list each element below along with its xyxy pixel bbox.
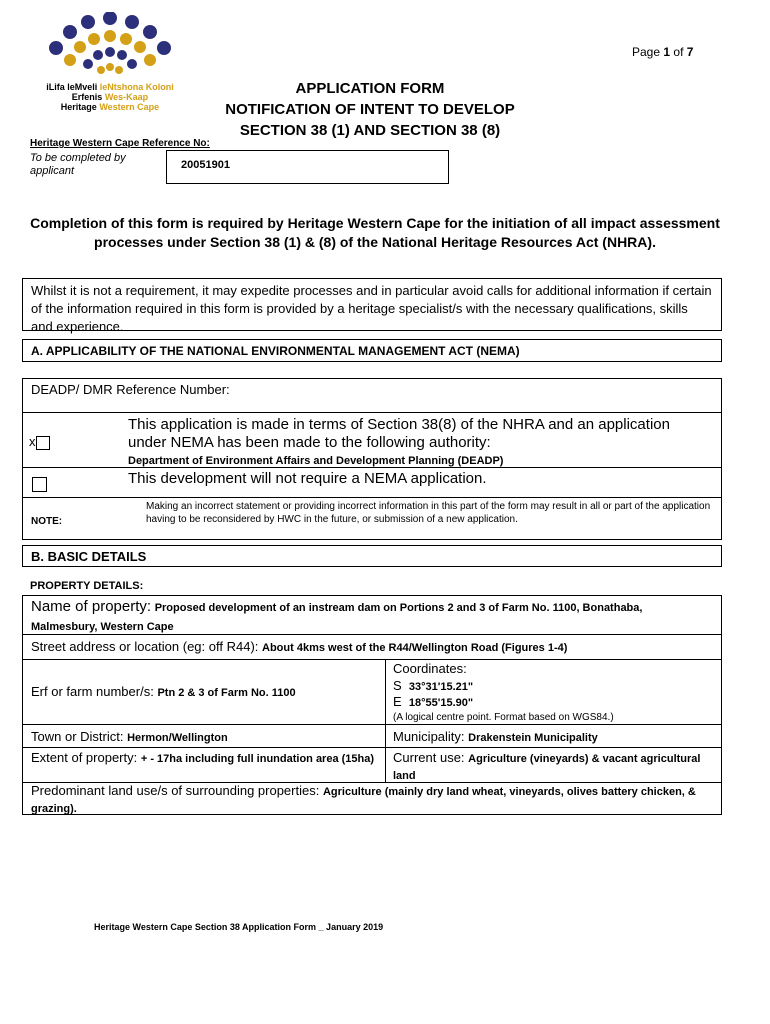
divider — [23, 412, 721, 413]
municipality-label: Municipality: — [393, 729, 465, 744]
erf-value[interactable]: Ptn 2 & 3 of Farm No. 1100 — [157, 687, 296, 699]
column-divider — [385, 659, 386, 782]
logo-text-line1: iLifa leMveli leNtshona Koloni — [46, 82, 174, 92]
logo-text-line3: Heritage Western Cape — [60, 102, 160, 112]
deadp-reference-label: DEADP/ DMR Reference Number: — [31, 382, 230, 397]
current-use-label: Current use: — [393, 750, 465, 765]
title-line-1: APPLICATION FORM — [295, 80, 445, 97]
divider — [23, 659, 721, 660]
page-footer: Heritage Western Cape Section 38 Application Form _ January 2019 — [94, 922, 384, 932]
reference-note: To be completed by applicant — [30, 152, 126, 177]
form-title — [150, 78, 590, 141]
surrounding-use-value[interactable]: Agriculture (mainly dry land wheat, vineyards, olives battery chicken, & grazing). — [31, 786, 696, 815]
extent-value[interactable]: + - 17ha including full inundation area (15ha) — [140, 753, 375, 765]
coordinates-note: (A logical centre point. Format based on WGS84.) — [393, 712, 614, 723]
intro-statement: Completion of this form is required by Heritage Western Cape for the initiation of all impact assessment processes under Section 38 (1) & (8) of the National Heritage Resources Act (NHRA). — [30, 215, 720, 250]
option-nema-applied-text: This application is made in terms of Section 38(8) of the NHRA and an application under NEMA has been made to the following authority: — [128, 416, 670, 451]
extent-row — [31, 750, 381, 767]
note-label: NOTE: — [31, 516, 63, 527]
current-use-value[interactable]: Agriculture (vineyards) & vacant agricultural land — [393, 753, 701, 782]
logo-text-line2: Erfenis Wes-Kaap — [71, 92, 149, 102]
surrounding-use-row — [31, 783, 721, 817]
option-no-nema-text: This development will not require a NEMA application. — [128, 470, 487, 487]
erf-row — [31, 684, 296, 701]
coordinates-south[interactable] — [393, 678, 473, 695]
municipality-value[interactable]: Drakenstein Municipality — [468, 732, 598, 744]
street-value[interactable]: About 4kms west of the R44/Wellington Road (Figures 1-4) — [262, 642, 568, 654]
reference-label: Heritage Western Cape Reference No: — [30, 138, 210, 149]
nema-authority: Department of Environment Affairs and Development Planning (DEADP) — [128, 455, 504, 467]
property-name-value[interactable]: Proposed development of an instream dam on Portions 2 and 3 of Farm No. 1100, Bonathaba, Malmesbury, Western Cape — [31, 602, 643, 633]
logo-rays-icon — [30, 12, 190, 80]
street-row — [31, 639, 711, 656]
divider — [23, 497, 721, 498]
option-nema-applied-checkbox[interactable] — [29, 434, 50, 450]
surrounding-use-label: Predominant land use/s of surrounding properties: — [31, 783, 320, 798]
divider — [23, 467, 721, 468]
property-name-row — [31, 598, 711, 636]
section-b-heading: B. BASIC DETAILS — [22, 545, 722, 567]
erf-label: Erf or farm number/s: — [31, 684, 154, 699]
checkbox-icon — [36, 436, 50, 450]
town-row — [31, 729, 228, 746]
divider — [23, 724, 721, 725]
option-no-nema-checkbox[interactable] — [32, 476, 47, 492]
title-line-3: SECTION 38 (1) AND SECTION 38 (8) — [239, 122, 501, 139]
nema-table — [22, 378, 722, 540]
coord-e-label: E — [393, 694, 402, 709]
page-number: Page 1 of 7 — [632, 45, 694, 59]
coord-s-value: 33°31'15.21" — [408, 681, 474, 693]
coord-e-value: 18°55'15.90" — [408, 697, 474, 709]
title-line-2: NOTIFICATION OF INTENT TO DEVELOP — [225, 101, 515, 118]
reference-number-field[interactable]: 20051901 — [166, 150, 449, 184]
town-label: Town or District: — [31, 729, 124, 744]
checkbox-mark: x — [29, 434, 36, 449]
current-use-row — [393, 750, 713, 784]
checkbox-icon — [32, 477, 47, 492]
specialist-note-box — [22, 278, 722, 334]
coord-s-label: S — [393, 678, 402, 693]
property-name-label: Name of property: — [31, 598, 152, 615]
coordinates-label: Coordinates: — [393, 661, 467, 676]
extent-label: Extent of property: — [31, 750, 138, 765]
note-text: Making an incorrect statement or providing incorrect information in this part of the form may result in all or part of the application having to be reconsidered by HWC in the future, or submission of a new application. — [146, 501, 711, 525]
section-a-heading: A. APPLICABILITY OF THE NATIONAL ENVIRONMENTAL MANAGEMENT ACT (NEMA) — [22, 339, 722, 362]
divider — [23, 747, 721, 748]
coordinates-east[interactable] — [393, 694, 473, 711]
property-details-table — [22, 595, 722, 815]
town-value[interactable]: Hermon/Wellington — [127, 732, 228, 744]
specialist-note-text: Whilst it is not a requirement, it may expedite processes and in particular avoid calls for additional information if certain of the information required in this form is provided by a heritage specialist/s with the necessary qualifications, skills and experience. — [31, 283, 712, 334]
property-details-heading: PROPERTY DETAILS: — [30, 580, 144, 592]
municipality-row — [393, 729, 598, 746]
street-label: Street address or location (eg: off R44): — [31, 639, 259, 654]
divider — [23, 634, 721, 635]
